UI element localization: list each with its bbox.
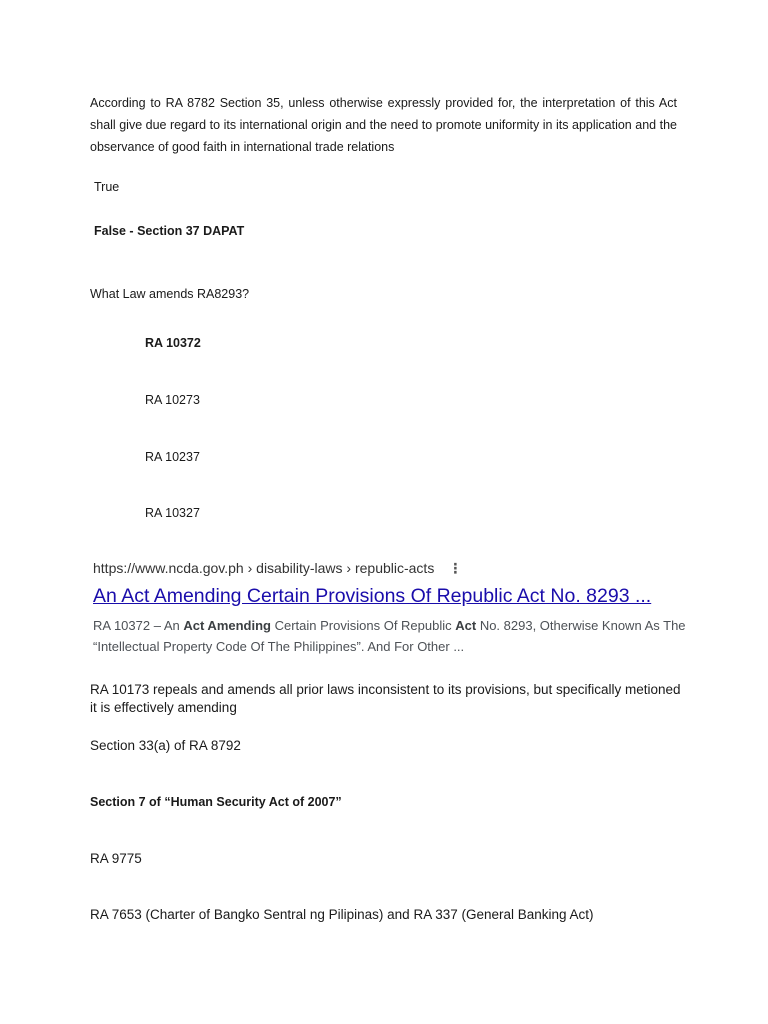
answer-option-ra-7653: RA 7653 (Charter of Bangko Sentral ng Pilipinas) and RA 337 (General Banking Act) bbox=[90, 907, 594, 922]
question-2-text: What Law amends RA8293? bbox=[90, 287, 250, 301]
answer-option-ra-10372: RA 10372 bbox=[145, 336, 201, 350]
snippet-part: No. 8293, Otherwise Known As The “Intellectual Property Code Of The Philippines”. And For Other ... bbox=[93, 618, 686, 654]
search-result-snippet bbox=[93, 615, 693, 657]
snippet-part: RA 10372 – An bbox=[93, 618, 184, 633]
answer-option-true: True bbox=[94, 180, 120, 194]
answer-option-section-33a: Section 33(a) of RA 8792 bbox=[90, 738, 241, 753]
snippet-highlight: Act Amending bbox=[183, 618, 271, 633]
question-1-text: According to RA 8782 Section 35, unless otherwise expressly provided for, the interpretation of this Act shall give due regard to its international origin and the need to promote uniformity in its application and the observance of good faith in international trade relations bbox=[90, 96, 677, 154]
answer-option-ra-10327: RA 10327 bbox=[145, 506, 200, 520]
search-result-url-text[interactable]: https://www.ncda.gov.ph › disability-laws › republic-acts bbox=[93, 560, 435, 576]
answer-option-false: False - Section 37 DAPAT bbox=[94, 224, 245, 238]
answer-option-ra-10273: RA 10273 bbox=[145, 393, 200, 407]
answer-option-ra-10237: RA 10237 bbox=[145, 450, 200, 464]
question-3-text: RA 10173 repeals and amends all prior laws inconsistent to its provisions, but specifically metioned it is effectively amending bbox=[90, 682, 681, 715]
snippet-highlight: Act bbox=[455, 618, 477, 633]
search-result-title-link[interactable]: An Act Amending Certain Provisions Of Republic Act No. 8293 ... bbox=[93, 585, 652, 607]
more-options-icon[interactable]: ⋮ bbox=[448, 560, 463, 576]
search-result-url[interactable] bbox=[93, 560, 462, 577]
answer-option-ra-9775: RA 9775 bbox=[90, 851, 142, 866]
snippet-part: Certain Provisions Of Republic bbox=[271, 618, 456, 633]
answer-option-section-7: Section 7 of “Human Security Act of 2007” bbox=[90, 795, 342, 809]
